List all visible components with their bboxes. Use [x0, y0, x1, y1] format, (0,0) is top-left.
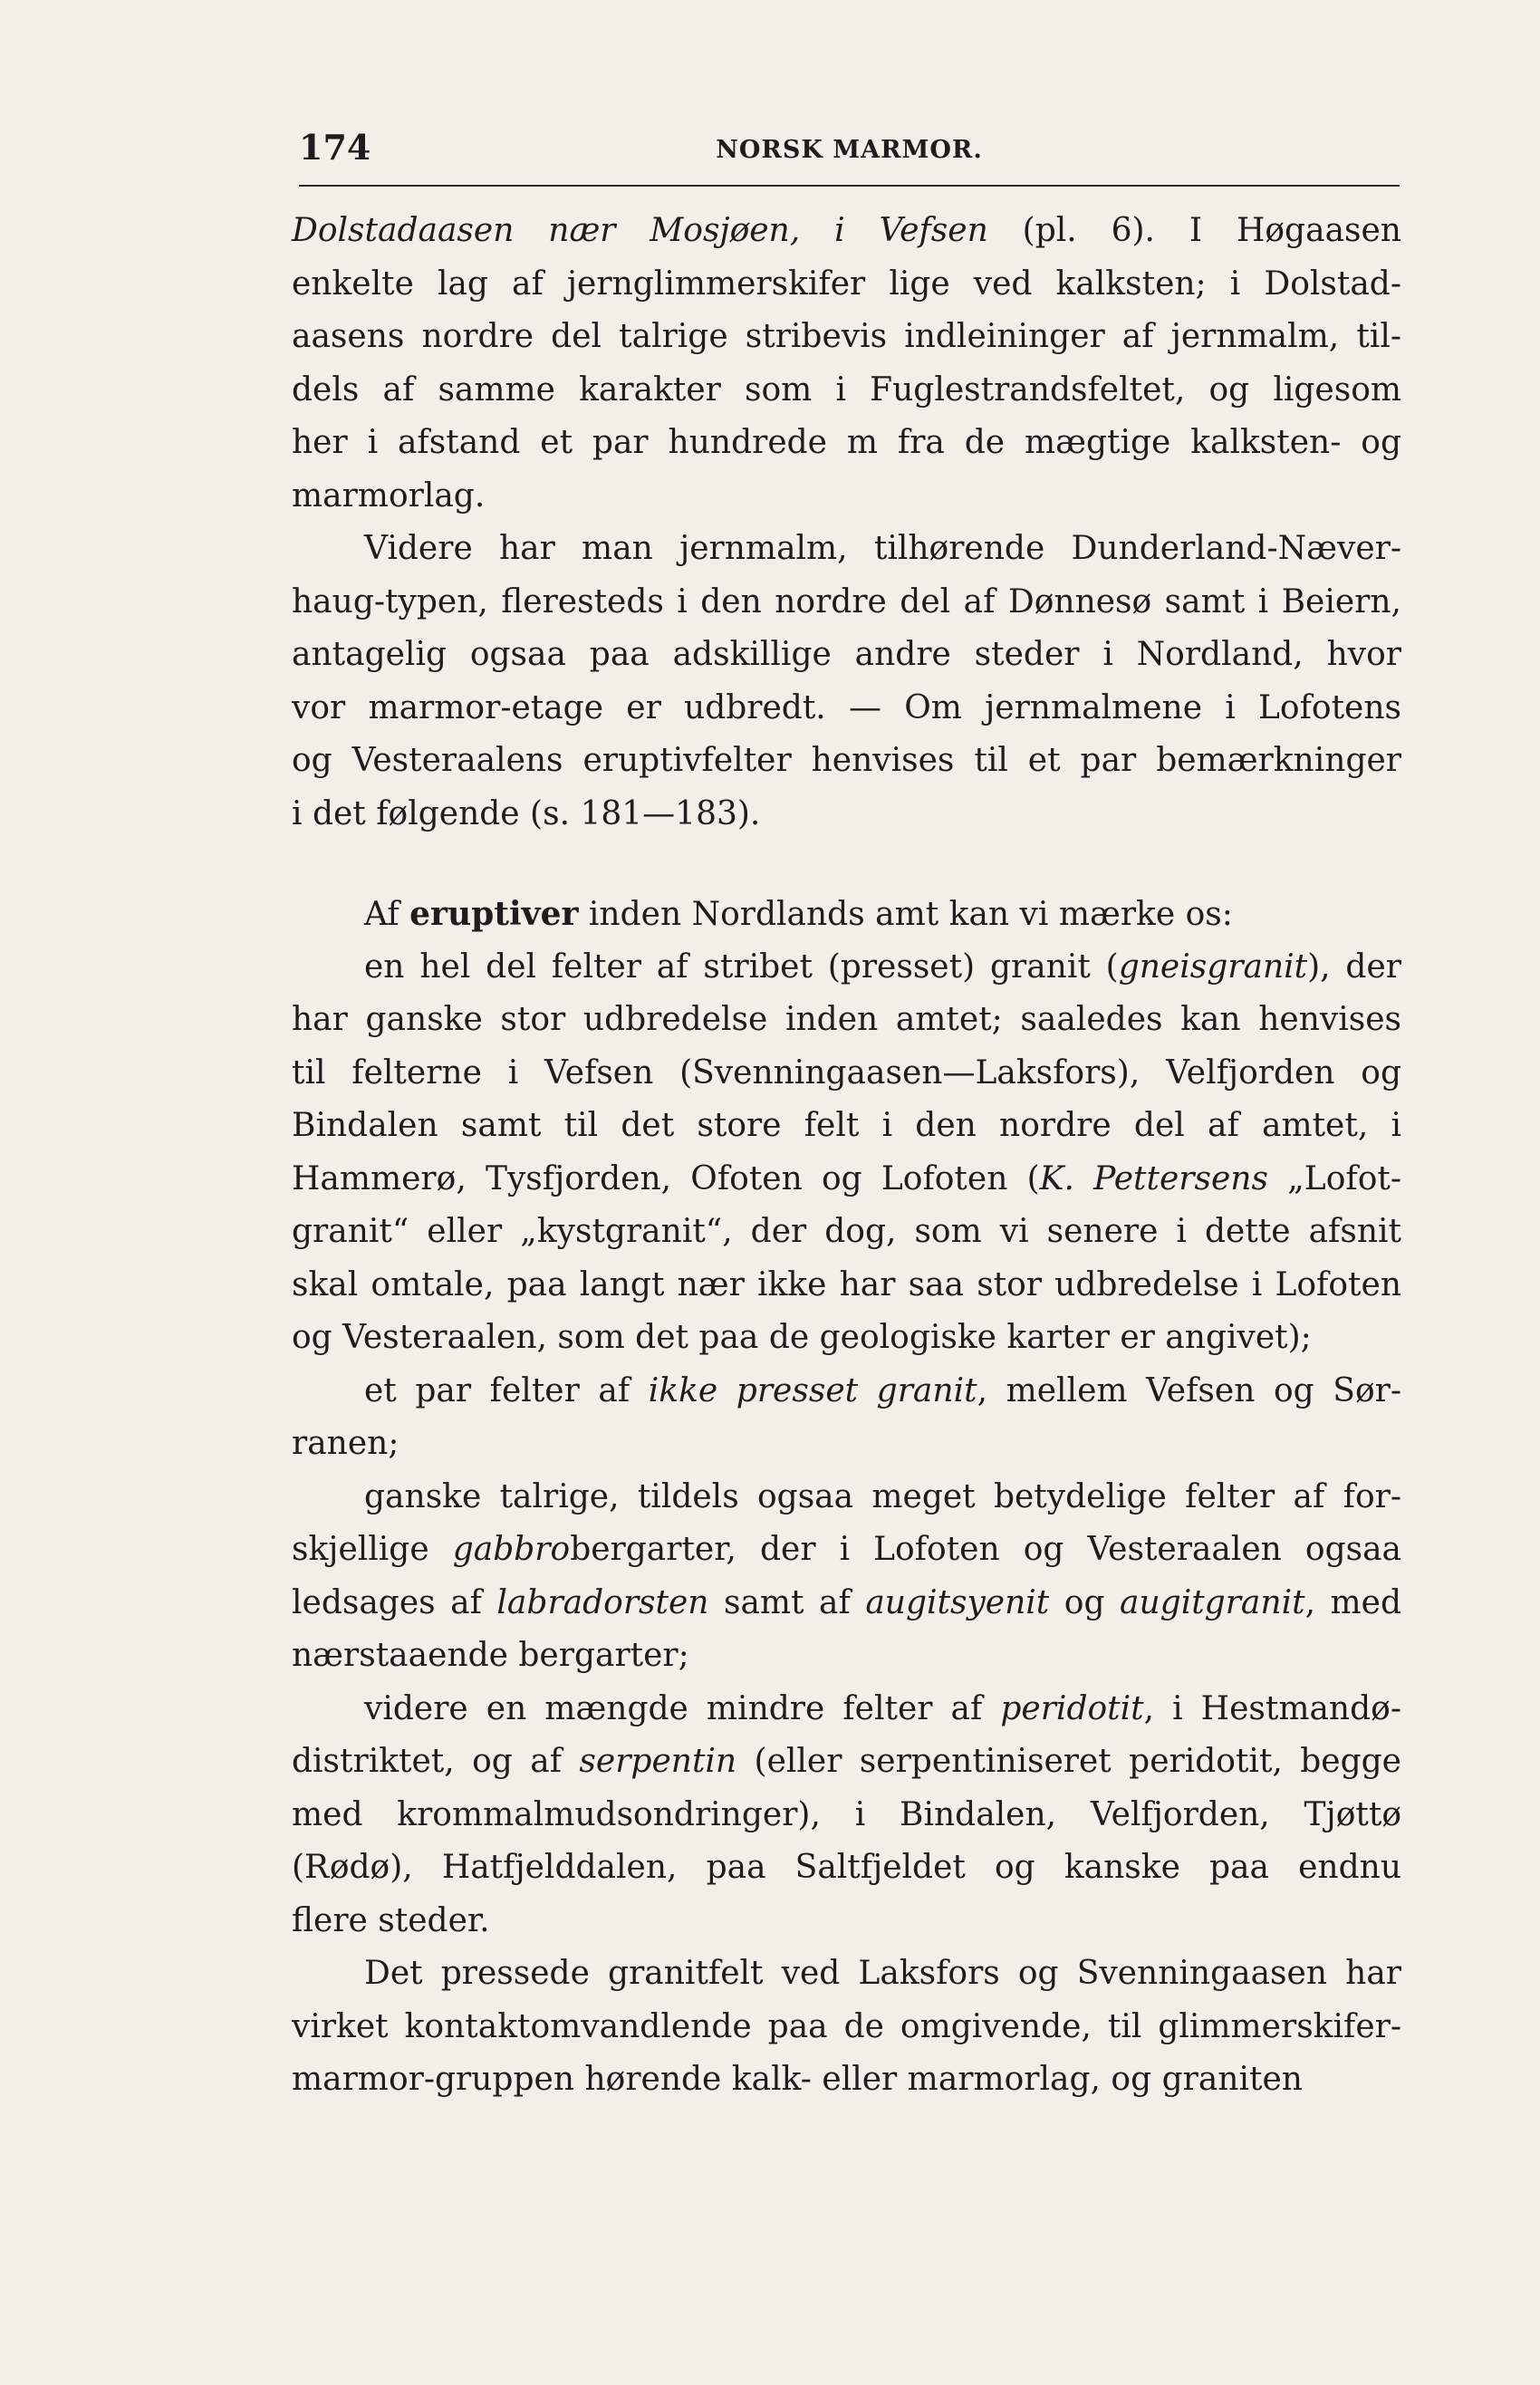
text-segment: Hammerø, Tysfjorden, Ofoten og Lofoten ( [292, 1159, 1040, 1197]
text-segment: flere steder. [292, 1901, 490, 1939]
paragraph [292, 941, 1401, 1365]
text-line [292, 735, 1401, 788]
text-segment: skal omtale, paa langt nær ikke har saa stor udbredelse i Lofoten [292, 1265, 1401, 1303]
italic-text: Dolstadaasen nær Mosjøen, i Vefsen [292, 212, 988, 249]
text-line [292, 1471, 1401, 1524]
text-line [292, 1577, 1401, 1630]
text-segment: har ganske stor udbredelse inden amtet; saaledes kan henvises [292, 1001, 1401, 1038]
italic-text: gneisgranit [1118, 947, 1308, 986]
text-line [292, 205, 1401, 258]
text-segment: , mellem Vefsen og Sør- [977, 1371, 1401, 1409]
paragraph-gap [292, 841, 1401, 888]
text-line [292, 1047, 1401, 1101]
text-line [292, 311, 1401, 364]
text-segment: og [1049, 1583, 1120, 1621]
paragraph [292, 523, 1401, 841]
text-line [292, 629, 1401, 682]
text-line [292, 1259, 1401, 1313]
text-segment: ledsages af [292, 1583, 497, 1621]
text-segment: haug-typen, fleresteds i den nordre del af Dønnesø samt i Beiern, [292, 582, 1401, 620]
text-segment: (Rødø), Hatfjelddalen, paa Saltfjeldet og kanske paa endnu [292, 1849, 1401, 1886]
text-segment: distriktet, og af [292, 1743, 580, 1780]
text-line [292, 941, 1401, 995]
text-segment: nærstaaende bergarter; [292, 1637, 689, 1674]
text-segment: aasens nordre del talrige stribevis indleininger af jernmalm, til- [292, 318, 1401, 355]
italic-text: augitgranit [1120, 1583, 1305, 1621]
text-segment: med krommalmudsondringer), i Bindalen, Velfjorden, Tjøttø [292, 1795, 1401, 1833]
text-line [292, 1789, 1401, 1842]
text-line [292, 1312, 1401, 1365]
italic-text: labradorsten [496, 1583, 709, 1621]
text-line [292, 682, 1401, 736]
italic-text: K. Pettersens [1039, 1159, 1268, 1197]
text-segment: ranen; [292, 1425, 399, 1462]
text-segment: skjellige [292, 1531, 453, 1568]
text-segment: dels af samme karakter som i Fuglestrandsfeltet, og ligesom [292, 370, 1401, 409]
text-line [292, 1947, 1401, 2001]
text-line [292, 417, 1401, 470]
text-segment: Det pressede granitfelt ved Laksfors og Svenningaasen har [364, 1955, 1401, 1992]
text-segment: Videre har man jernmalm, tilhørende Dunderland-Næver- [364, 530, 1401, 567]
header-rule [299, 185, 1400, 187]
paragraph [292, 1365, 1401, 1471]
text-line [292, 1683, 1401, 1736]
text-segment: til felterne i Vefsen (Svenningaasen—Laksfors), Velfjorden og [292, 1053, 1401, 1092]
text-line [292, 1842, 1401, 1895]
bold-text: eruptiver [409, 895, 579, 933]
text-line [292, 2053, 1401, 2107]
page-number: 174 [299, 127, 371, 168]
text-line [292, 1153, 1401, 1207]
paragraph [292, 205, 1401, 523]
text-segment: bergarter, der i Lofoten og Vesteraalen ogsaa [570, 1531, 1402, 1568]
text-segment: , i Hestmandø- [1143, 1689, 1401, 1727]
text-segment: her i afstand et par hundrede m fra de mægtige kalksten- og [292, 424, 1401, 461]
text-line [292, 523, 1401, 576]
text-segment: ), der [1307, 947, 1401, 986]
text-segment: Af [364, 896, 410, 933]
text-segment: og Vesteraalen, som det paa de geologiske karter er angivet); [292, 1319, 1312, 1356]
text-segment: (pl. 6). I Høgaasen [987, 212, 1401, 249]
italic-text: augitsyenit [865, 1583, 1050, 1621]
text-segment: videre en mængde mindre felter af [364, 1689, 1001, 1727]
text-line [292, 1100, 1401, 1153]
italic-text: ikke presset granit [648, 1371, 977, 1409]
text-line [292, 994, 1401, 1047]
italic-text: serpentin [579, 1743, 737, 1780]
text-segment: Bindalen samt til det store felt i den nordre del af amtet, i [292, 1107, 1401, 1144]
text-line [292, 576, 1401, 630]
text-segment: ganske talrige, tildels ogsaa meget betydelige felter af for- [364, 1477, 1401, 1515]
text-segment: antagelig ogsaa paa adskillige andre steder i Nordland, hvor [292, 636, 1401, 673]
text-line [292, 1736, 1401, 1789]
text-line [292, 888, 1401, 941]
running-title: NORSK MARMOR. [716, 136, 983, 164]
page-header [299, 127, 1400, 174]
text-segment: en hel del felter af stribet (presset) granit ( [364, 947, 1119, 986]
text-segment: (eller serpentiniseret peridotit, begge [736, 1743, 1401, 1780]
text-segment: vor marmor-etage er udbredt. — Om jernmalmene i Lofotens [292, 688, 1401, 726]
text-line [292, 1524, 1401, 1577]
text-line [292, 258, 1401, 312]
text-line [292, 788, 1401, 841]
text-segment: i det følgende (s. 181—183). [292, 794, 761, 832]
text-line [292, 364, 1401, 418]
text-line [292, 2001, 1401, 2054]
italic-text: peridotit [1000, 1689, 1144, 1727]
text-line [292, 1418, 1401, 1471]
text-segment: og Vesteraalens eruptivfelter henvises til et par bemærkninger [292, 742, 1401, 779]
text-segment: samt af [708, 1583, 866, 1621]
text-segment: , med [1304, 1583, 1401, 1621]
text-line [292, 1895, 1401, 1948]
text-segment: virket kontaktomvandlende paa de omgivende, til glimmerskifer- [292, 2007, 1401, 2045]
paragraph [292, 1471, 1401, 1683]
text-segment: marmorlag. [292, 476, 486, 515]
text-segment: granit“ eller „kystgranit“, der dog, som vi senere i dette afsnit [292, 1213, 1401, 1250]
text-segment: inden Nordlands amt kan vi mærke os: [578, 896, 1233, 933]
paragraph [292, 888, 1401, 941]
italic-text: gabbro [452, 1531, 571, 1568]
text-segment: et par felter af [364, 1371, 649, 1409]
paragraph [292, 1947, 1401, 2107]
text-line [292, 470, 1401, 524]
body-text [292, 205, 1401, 2107]
text-segment: „Lofot- [1267, 1159, 1401, 1197]
paragraph [292, 1683, 1401, 1948]
text-line [292, 1206, 1401, 1259]
text-line [292, 1365, 1401, 1418]
text-line [292, 1630, 1401, 1683]
text-segment: marmor-gruppen hørende kalk- eller marmorlag, og graniten [292, 2061, 1303, 2098]
text-segment: enkelte lag af jernglimmerskifer lige ved kalksten; i Dolstad- [292, 264, 1401, 303]
